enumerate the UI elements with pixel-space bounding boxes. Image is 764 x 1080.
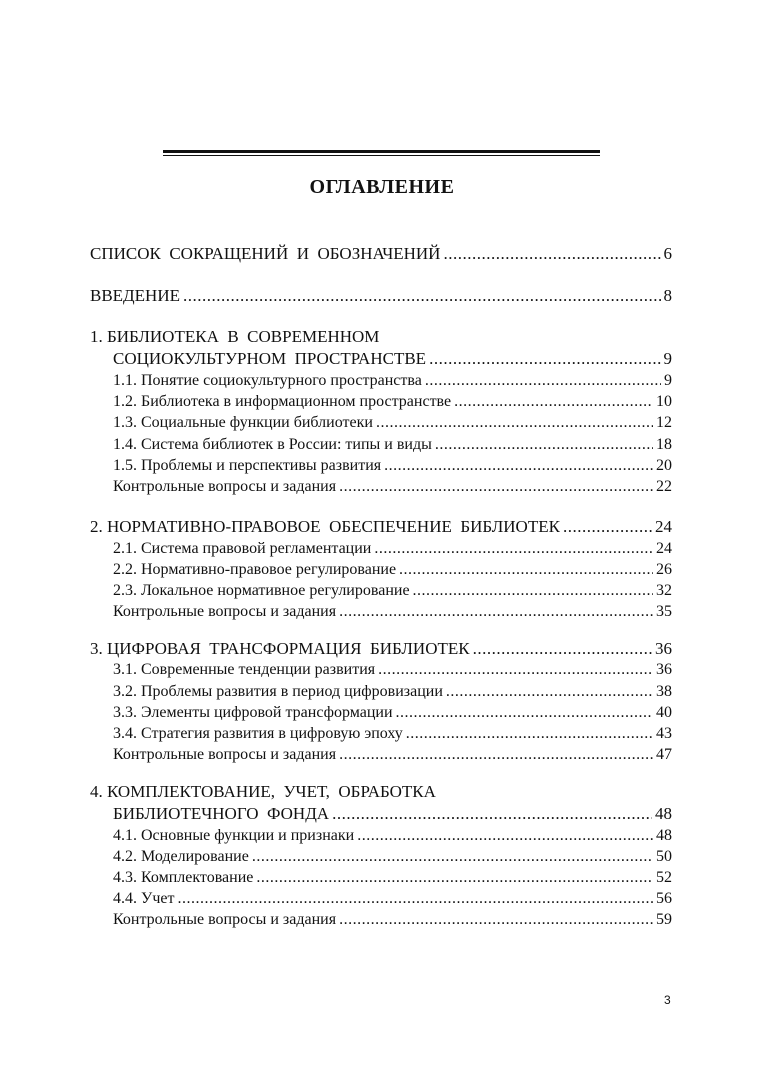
toc-page: 10 bbox=[656, 393, 672, 410]
toc-label: СПИСОК СОКРАЩЕНИЙ И ОБОЗНАЧЕНИЙ bbox=[90, 244, 441, 263]
toc-page: 20 bbox=[656, 457, 672, 474]
toc-leader bbox=[399, 559, 653, 581]
toc-label: 4.1. Основные функции и признаки bbox=[113, 827, 355, 844]
toc-page: 40 bbox=[656, 704, 672, 721]
toc-page: 59 bbox=[656, 911, 672, 928]
toc-page: 32 bbox=[656, 582, 672, 599]
toc-page: 26 bbox=[656, 561, 672, 578]
toc-entry-4-1[interactable] bbox=[113, 825, 672, 847]
toc-leader bbox=[252, 846, 653, 868]
toc-leader bbox=[332, 803, 652, 825]
top-rule-thick bbox=[163, 150, 600, 153]
toc-page: 35 bbox=[656, 603, 672, 620]
toc-label: ВВЕДЕНИЕ bbox=[90, 286, 180, 305]
toc-label: 1.2. Библиотека в информационном пространстве bbox=[113, 393, 452, 410]
page-title: ОГЛАВЛЕНИЕ bbox=[309, 176, 455, 198]
toc-page: 48 bbox=[655, 804, 672, 823]
toc-leader bbox=[563, 516, 652, 538]
toc-entry-1-questions[interactable] bbox=[113, 476, 672, 498]
toc-leader bbox=[384, 455, 653, 477]
page-number: 3 bbox=[664, 993, 671, 1007]
toc-entry-3-3[interactable] bbox=[113, 702, 672, 724]
toc-label: 2. НОРМАТИВНО-ПРАВОВОЕ ОБЕСПЕЧЕНИЕ БИБЛИОТЕК bbox=[90, 517, 560, 536]
toc-leader bbox=[425, 370, 661, 392]
toc-entry-1-1[interactable] bbox=[113, 370, 672, 392]
toc-label: Контрольные вопросы и задания bbox=[113, 911, 337, 928]
toc-page: 9 bbox=[663, 349, 672, 368]
toc-entry-chapter-2[interactable] bbox=[90, 516, 672, 538]
toc-leader bbox=[413, 580, 653, 602]
toc-entry-chapter-4[interactable] bbox=[113, 803, 672, 825]
toc-label: Контрольные вопросы и задания bbox=[113, 746, 337, 763]
chapter-4-heading-line1: 4. КОМПЛЕКТОВАНИЕ, УЧЕТ, ОБРАБОТКА bbox=[90, 782, 436, 801]
toc-label: 3. ЦИФРОВАЯ ТРАНСФОРМАЦИЯ БИБЛИОТЕК bbox=[90, 639, 470, 658]
toc-leader bbox=[339, 476, 653, 498]
toc-entry-1-2[interactable] bbox=[113, 391, 672, 413]
top-rule-thin bbox=[163, 155, 600, 156]
toc-leader bbox=[339, 909, 653, 931]
toc-page: 52 bbox=[656, 869, 672, 886]
toc-page: 43 bbox=[656, 725, 672, 742]
toc-entry-4-questions[interactable] bbox=[113, 909, 672, 931]
toc-leader bbox=[177, 888, 653, 910]
toc-entry-4-3[interactable] bbox=[113, 867, 672, 889]
toc-entry-3-questions[interactable] bbox=[113, 744, 672, 766]
toc-entry-abbreviations[interactable] bbox=[90, 243, 672, 265]
toc-label: 3.4. Стратегия развития в цифровую эпоху bbox=[113, 725, 403, 742]
toc-label: Контрольные вопросы и задания bbox=[113, 603, 337, 620]
toc-entry-3-2[interactable] bbox=[113, 681, 672, 703]
toc-entry-introduction[interactable] bbox=[90, 285, 672, 307]
toc-leader bbox=[183, 285, 661, 307]
toc-label: 4.3. Комплектование bbox=[113, 869, 254, 886]
toc-page: 48 bbox=[656, 827, 672, 844]
toc-entry-1-5[interactable] bbox=[113, 455, 672, 477]
toc-label: 1.3. Социальные функции библиотеки bbox=[113, 414, 373, 431]
toc-leader bbox=[339, 744, 653, 766]
toc-label: 1.4. Система библиотек в России: типы и виды bbox=[113, 436, 432, 453]
toc-page: 36 bbox=[656, 661, 672, 678]
toc-leader bbox=[376, 412, 653, 434]
toc-leader bbox=[435, 434, 653, 456]
toc-leader bbox=[406, 723, 653, 745]
toc-label: 3.2. Проблемы развития в период цифровизации bbox=[113, 683, 443, 700]
toc-label: Контрольные вопросы и задания bbox=[113, 478, 337, 495]
toc-leader bbox=[374, 538, 653, 560]
toc-entry-4-2[interactable] bbox=[113, 846, 672, 868]
toc-label: 2.2. Нормативно-правовое регулирование bbox=[113, 561, 397, 578]
toc-label: 2.1. Система правовой регламентации bbox=[113, 540, 372, 557]
toc-leader bbox=[339, 601, 653, 623]
toc-page: 6 bbox=[663, 244, 672, 263]
toc-leader bbox=[446, 681, 653, 703]
toc-page: 24 bbox=[656, 540, 672, 557]
toc-label: 3.1. Современные тенденции развития bbox=[113, 661, 376, 678]
toc-page: 36 bbox=[655, 639, 672, 658]
toc-leader bbox=[378, 659, 653, 681]
toc-page: 9 bbox=[664, 372, 672, 389]
toc-entry-1-3[interactable] bbox=[113, 412, 672, 434]
toc-label: 4.2. Моделирование bbox=[113, 848, 249, 865]
toc-page: 8 bbox=[663, 286, 672, 305]
toc-leader bbox=[396, 702, 653, 724]
toc-page: 47 bbox=[656, 746, 672, 763]
toc-leader bbox=[443, 243, 660, 265]
toc-entry-2-2[interactable] bbox=[113, 559, 672, 581]
toc-entry-4-4[interactable] bbox=[113, 888, 672, 910]
toc-entry-2-3[interactable] bbox=[113, 580, 672, 602]
toc-leader bbox=[454, 391, 653, 413]
toc-leader bbox=[256, 867, 653, 889]
toc-label: 4.4. Учет bbox=[113, 890, 175, 907]
toc-page: 18 bbox=[656, 436, 672, 453]
toc-entry-2-1[interactable] bbox=[113, 538, 672, 560]
toc-label: 2.3. Локальное нормативное регулирование bbox=[113, 582, 410, 599]
chapter-1-heading-line1: 1. БИБЛИОТЕКА В СОВРЕМЕННОМ bbox=[90, 327, 380, 346]
toc-entry-3-4[interactable] bbox=[113, 723, 672, 745]
toc-page: 56 bbox=[656, 890, 672, 907]
toc-page: 38 bbox=[656, 683, 672, 700]
toc-label: СОЦИОКУЛЬТУРНОМ ПРОСТРАНСТВЕ bbox=[113, 349, 427, 368]
toc-page: 24 bbox=[655, 517, 672, 536]
toc-page: 12 bbox=[656, 414, 672, 431]
toc-entry-2-questions[interactable] bbox=[113, 601, 672, 623]
toc-page: 22 bbox=[656, 478, 672, 495]
toc-entry-3-1[interactable] bbox=[113, 659, 672, 681]
toc-label: БИБЛИОТЕЧНОГО ФОНДА bbox=[113, 804, 330, 823]
toc-label: 1.1. Понятие социокультурного пространства bbox=[113, 372, 422, 389]
toc-label: 1.5. Проблемы и перспективы развития bbox=[113, 457, 382, 474]
toc-leader bbox=[357, 825, 653, 847]
toc-entry-chapter-3[interactable] bbox=[90, 638, 672, 660]
toc-entry-chapter-1[interactable] bbox=[113, 348, 672, 370]
toc-entry-1-4[interactable] bbox=[113, 434, 672, 456]
toc-leader bbox=[429, 348, 660, 370]
toc-leader bbox=[473, 638, 652, 660]
toc-page: 50 bbox=[656, 848, 672, 865]
toc-label: 3.3. Элементы цифровой трансформации bbox=[113, 704, 393, 721]
